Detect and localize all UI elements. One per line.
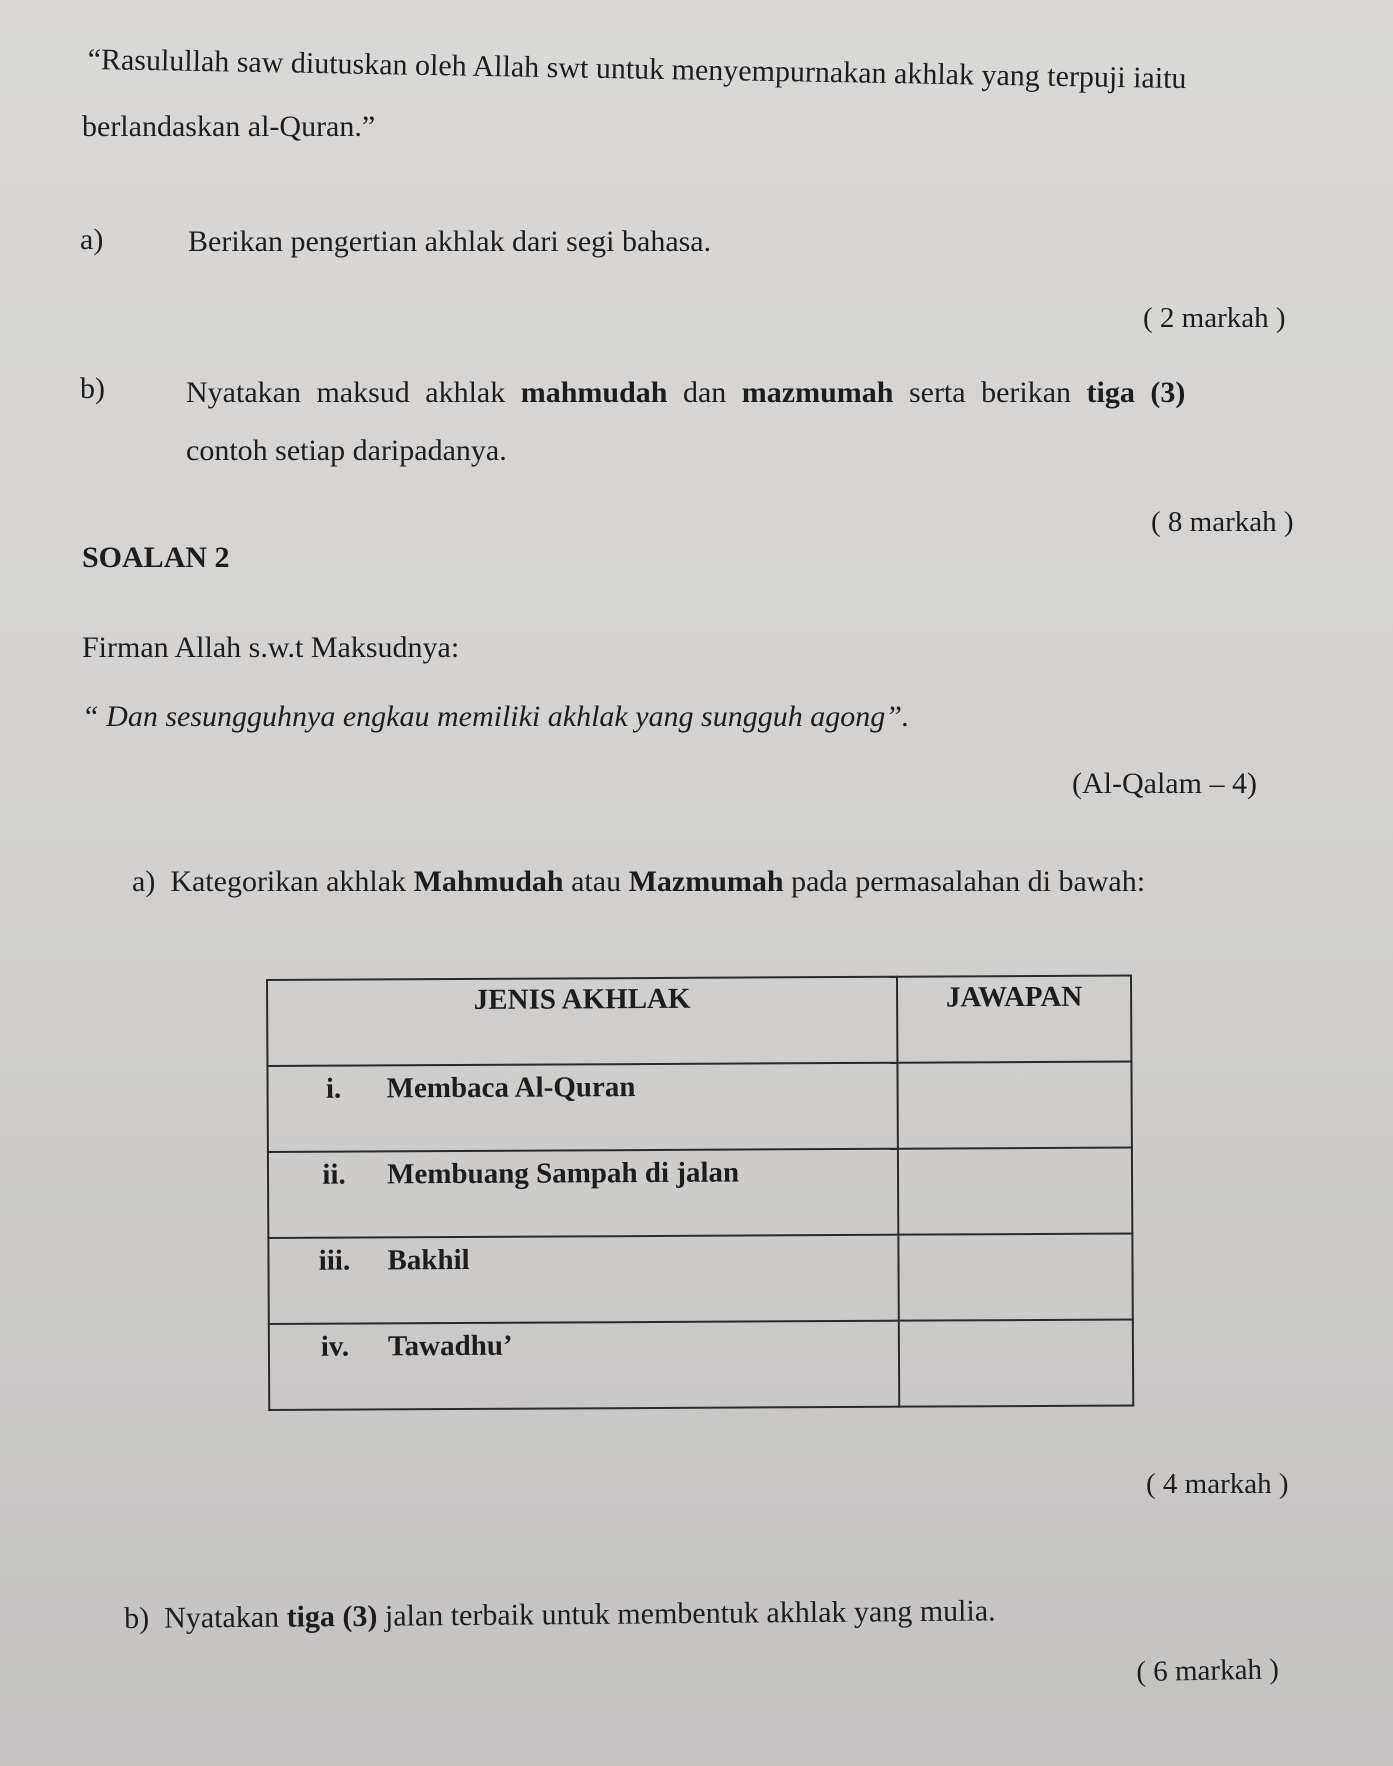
q1b-bold-mahmudah: mahmudah xyxy=(520,376,668,409)
q2b-marks: ( 6 markah ) xyxy=(1136,1653,1280,1688)
q1a-text: Berikan pengertian akhlak dari segi bahasa. xyxy=(188,225,712,258)
q2a-text-mid: atau xyxy=(563,865,629,898)
q2b-bold-tiga: tiga (3) xyxy=(286,1599,378,1634)
row-number: iv. xyxy=(320,1330,350,1363)
q1b-text-mid: dan xyxy=(667,376,742,409)
row-number: i. xyxy=(325,1072,342,1105)
q2-verse: “ Dan sesungguhnya engkau memiliki akhlak yang sungguh agong”. xyxy=(82,700,910,733)
q1b-bold-mazmumah: mazmumah xyxy=(741,376,894,409)
q2b-text xyxy=(124,1592,996,1638)
table-row xyxy=(268,1147,1132,1238)
q2b-text-pre: Nyatakan xyxy=(164,1600,287,1635)
q2-heading: SOALAN 2 xyxy=(82,541,230,574)
q2b-label: b) xyxy=(124,1601,150,1635)
q2-intro: Firman Allah s.w.t Maksudnya: xyxy=(82,631,460,664)
table-cell-item xyxy=(267,1063,897,1152)
answer-cell[interactable] xyxy=(899,1319,1133,1406)
q2b-text-post: jalan terbaik untuk membentuk akhlak yang mulia. xyxy=(377,1594,996,1633)
q2a-marks: ( 4 markah ) xyxy=(1146,1468,1289,1500)
table-cell-item xyxy=(268,1235,898,1324)
table-row xyxy=(269,1319,1133,1410)
intro-quote-line1: “Rasulullah saw diutuskan oleh Allah swt untuk menyempurnakan akhlak yang terpuji iaitu xyxy=(87,42,1187,96)
q2a-text-pre: Kategorikan akhlak xyxy=(170,865,414,898)
row-number: iii. xyxy=(318,1244,351,1277)
q1b-text-mid2: serta berikan xyxy=(893,376,1087,409)
row-text: Membuang Sampah di jalan xyxy=(386,1156,740,1191)
q1b-text-line1 xyxy=(186,374,1185,412)
q2a-bold-mazmumah: Mazmumah xyxy=(628,865,784,898)
row-text: Tawadhu’ xyxy=(387,1329,513,1363)
table-header-jenis-akhlak: JENIS AKHLAK xyxy=(267,977,897,1066)
q2a-label: a) xyxy=(132,865,156,898)
table-header-jawapan: JAWAPAN xyxy=(897,975,1131,1062)
q1b-marks: ( 8 markah ) xyxy=(1151,506,1294,538)
answer-cell[interactable] xyxy=(897,1061,1131,1148)
q2a-text xyxy=(132,863,1145,901)
table-cell-item xyxy=(269,1321,899,1410)
row-number: ii. xyxy=(322,1158,346,1191)
table-cell-item xyxy=(268,1149,898,1238)
q1b-text-pre: Nyatakan maksud akhlak xyxy=(186,376,521,409)
q1b-text-line2: contoh setiap daripadanya. xyxy=(186,434,507,467)
table-header-row xyxy=(267,975,1131,1066)
q1b-bold-tiga: tiga (3) xyxy=(1086,376,1186,409)
row-text: Membaca Al-Quran xyxy=(386,1071,636,1105)
q2-verse-source: (Al-Qalam – 4) xyxy=(1072,767,1257,800)
row-text: Bakhil xyxy=(387,1243,470,1277)
q1a-label: a) xyxy=(80,223,104,256)
table-row xyxy=(267,1061,1131,1152)
q2a-bold-mahmudah: Mahmudah xyxy=(413,865,564,898)
intro-quote-line2: berlandaskan al-Quran.” xyxy=(82,110,376,143)
answer-cell[interactable] xyxy=(898,1233,1132,1320)
answer-cell[interactable] xyxy=(898,1147,1132,1234)
akhlak-category-table xyxy=(266,974,1134,1411)
q1a-marks: ( 2 markah ) xyxy=(1143,302,1286,334)
table-row xyxy=(268,1233,1132,1324)
q2a-text-post: pada permasalahan di bawah: xyxy=(783,865,1146,898)
q1b-label: b) xyxy=(80,372,105,405)
